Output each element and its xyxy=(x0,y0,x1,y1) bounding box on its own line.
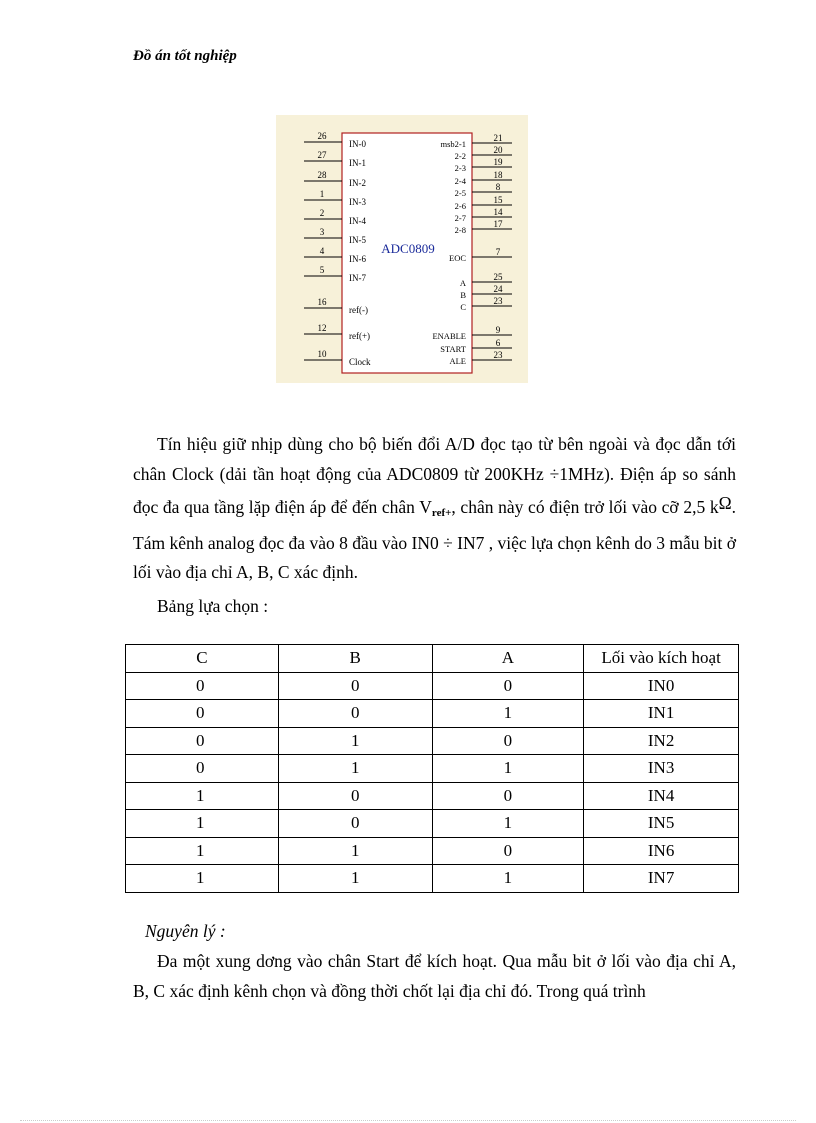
table-row xyxy=(126,700,739,728)
right-pin-label: START xyxy=(440,344,466,354)
header-a: A xyxy=(432,645,584,673)
left-pin-number: 2 xyxy=(319,208,325,218)
table-cell: 1 xyxy=(126,865,279,893)
left-pin-label: IN-4 xyxy=(349,216,366,226)
selection-table xyxy=(125,644,739,893)
table-header-row xyxy=(126,645,739,673)
left-pin-label: ref(+) xyxy=(349,331,371,341)
table-cell: 1 xyxy=(278,727,432,755)
table-cell: 0 xyxy=(432,782,584,810)
right-pin-number: 18 xyxy=(493,170,503,180)
table-cell: IN2 xyxy=(584,727,739,755)
table-cell: 0 xyxy=(278,782,432,810)
left-pin-label: IN-1 xyxy=(349,158,366,168)
table-cell: 0 xyxy=(278,810,432,838)
table-cell: IN5 xyxy=(584,810,739,838)
right-pin-label: msb2-1 xyxy=(440,139,466,149)
right-pin-label: B xyxy=(460,290,466,300)
left-pin-label: ref(-) xyxy=(349,305,368,315)
right-pin-number: 24 xyxy=(493,284,503,294)
table-cell: 1 xyxy=(278,837,432,865)
left-pin-number: 27 xyxy=(317,150,327,160)
table-row xyxy=(126,865,739,893)
left-pin-number: 5 xyxy=(319,265,325,275)
table-cell: 1 xyxy=(126,837,279,865)
right-pin-number: 23 xyxy=(493,296,503,306)
right-pin-number: 20 xyxy=(493,145,503,155)
omega-symbol: Ω xyxy=(718,493,732,513)
right-pin-number: 9 xyxy=(495,325,501,335)
table-cell: 1 xyxy=(432,810,584,838)
right-pin-label: ENABLE xyxy=(432,331,466,341)
right-pin-number: 25 xyxy=(493,272,503,282)
adc0809-diagram xyxy=(276,115,528,383)
right-pin-number: 19 xyxy=(493,157,503,167)
header-b: B xyxy=(278,645,432,673)
right-pin-number: 14 xyxy=(493,207,503,217)
table-cell: 1 xyxy=(278,755,432,783)
left-pin-number: 26 xyxy=(317,131,327,141)
left-pin-number: 12 xyxy=(317,323,327,333)
paragraph1-text-a: Tín hiệu giữ nhịp dùng cho bộ biến đổi A/D đọc tạo từ bên ngoài và đọc dẫn tới chân Clock (dải tần hoạt động của ADC0809 từ 200KHz ÷1MHz). Điện áp so sánh đọc đa qua tầng lặp điện áp để đến chân V xyxy=(133,434,736,517)
right-pin-label: 2-4 xyxy=(454,176,466,186)
table-row xyxy=(126,755,739,783)
right-pin-number: 21 xyxy=(493,133,503,143)
right-pin-label: 2-7 xyxy=(454,213,466,223)
table-cell: IN6 xyxy=(584,837,739,865)
header-c: C xyxy=(126,645,279,673)
table-cell: 0 xyxy=(432,672,584,700)
right-pin-label: 2-8 xyxy=(454,225,466,235)
left-pin-label: Clock xyxy=(349,357,371,367)
table-cell: IN0 xyxy=(584,672,739,700)
table-cell: 1 xyxy=(126,782,279,810)
table-cell: 1 xyxy=(432,755,584,783)
right-pin-number: 7 xyxy=(495,247,501,257)
left-pin-number: 16 xyxy=(317,297,327,307)
table-cell: 0 xyxy=(278,672,432,700)
table-cell: IN4 xyxy=(584,782,739,810)
header-active-input: Lối vào kích hoạt xyxy=(584,645,739,673)
table-row xyxy=(126,782,739,810)
left-pin-label: IN-7 xyxy=(349,273,366,283)
table-cell: 1 xyxy=(432,700,584,728)
paragraph-clock xyxy=(133,430,736,588)
right-pin-number: 15 xyxy=(493,195,503,205)
right-pin-number: 17 xyxy=(493,219,503,229)
table-cell: 0 xyxy=(126,700,279,728)
left-pin-number: 10 xyxy=(317,349,327,359)
table-cell: 0 xyxy=(278,700,432,728)
table-caption: Bảng lựa chọn : xyxy=(157,596,269,616)
adc0809-pinout-svg xyxy=(276,115,528,383)
right-pin-label: 2-5 xyxy=(454,188,466,198)
table-cell: IN3 xyxy=(584,755,739,783)
right-pin-label: A xyxy=(459,278,466,288)
table-row xyxy=(126,727,739,755)
left-pin-label: IN-2 xyxy=(349,178,366,188)
paragraph1-text-b: , chân này có điện trở lối vào cỡ 2,5 k xyxy=(451,497,719,517)
right-pin-number: 23 xyxy=(493,350,503,360)
page-bottom-border xyxy=(20,1120,796,1121)
table-cell: IN7 xyxy=(584,865,739,893)
right-pin-label: EOC xyxy=(449,253,466,263)
right-pin-number: 6 xyxy=(495,338,501,348)
left-pin-label: IN-6 xyxy=(349,254,366,264)
table-row xyxy=(126,837,739,865)
paragraph-principle xyxy=(133,947,736,1006)
table-row xyxy=(126,672,739,700)
right-pin-number: 8 xyxy=(495,182,501,192)
left-pin-label: IN-5 xyxy=(349,235,366,245)
left-pin-number: 3 xyxy=(319,227,325,237)
table-cell: 0 xyxy=(432,727,584,755)
table-cell: 1 xyxy=(432,865,584,893)
chip-label: ADC0809 xyxy=(381,241,435,256)
table-cell: 0 xyxy=(126,672,279,700)
left-pin-number: 4 xyxy=(319,246,325,256)
principle-heading: Nguyên lý : xyxy=(145,921,226,941)
table-cell: 0 xyxy=(126,755,279,783)
vref-subscript: ref+ xyxy=(431,507,452,519)
right-pin-label: 2-6 xyxy=(454,201,466,211)
right-pin-label: C xyxy=(460,302,466,312)
paragraph-table-caption xyxy=(133,592,736,622)
right-pin-label: 2-2 xyxy=(454,151,466,161)
principle-text: Đa một xung dơng vào chân Start để kích hoạt. Qua mẫu bit ở lối vào địa chỉ A, B, C xác định kênh chọn và đồng thời chốt lại địa chỉ đó. Trong quá trình xyxy=(133,951,736,1001)
table-row xyxy=(126,810,739,838)
left-pin-number: 1 xyxy=(319,189,325,199)
right-pin-label: 2-3 xyxy=(454,163,466,173)
left-pin-label: IN-0 xyxy=(349,139,366,149)
right-pin-label: ALE xyxy=(449,356,466,366)
table-cell: 1 xyxy=(126,810,279,838)
table-cell: 1 xyxy=(278,865,432,893)
table-cell: 0 xyxy=(432,837,584,865)
left-pin-number: 28 xyxy=(317,170,327,180)
table-cell: IN1 xyxy=(584,700,739,728)
paragraph-principle-heading xyxy=(145,917,748,947)
table-cell: 0 xyxy=(126,727,279,755)
paragraph1-text-c: . Tám kênh analog đọc đa vào 8 đầu vào IN0 ÷ IN7 , việc lựa chọn kênh do 3 mẫu bit ở lối vào địa chỉ A, B, C xác định. xyxy=(133,497,736,582)
page-header: Đồ án tốt nghiệp xyxy=(133,48,237,64)
left-pin-label: IN-3 xyxy=(349,197,366,207)
